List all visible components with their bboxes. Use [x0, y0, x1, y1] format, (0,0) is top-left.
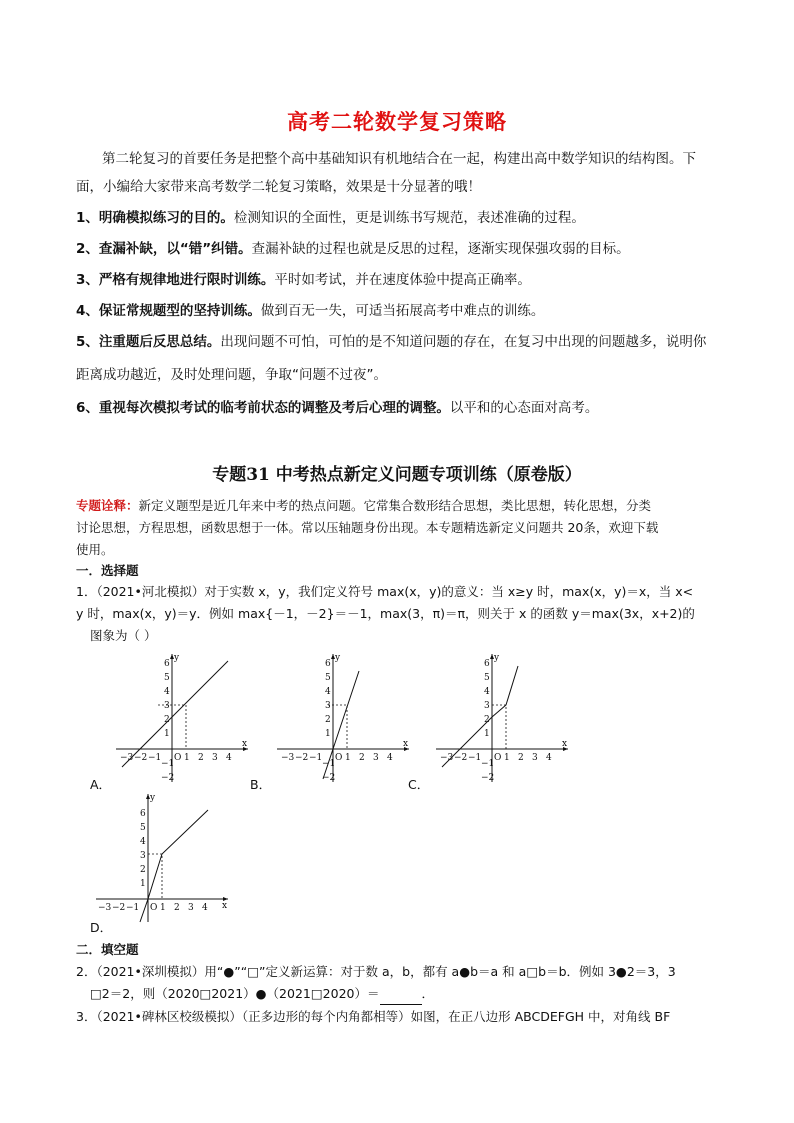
question-1-line1: 1．（2021•河北模拟）对于实数 x，y，我们定义符号 max(x，y)的意义：当 x≥y 时，max(x，y)＝x，当 x< [76, 584, 694, 599]
y-tick: 2 [484, 715, 490, 725]
y-label: y [150, 793, 156, 803]
item-text: 检测知识的全面性，更是训练书写规范，表述准确的过程。 [233, 210, 585, 226]
x-tick: 4 [226, 753, 232, 763]
x-tick: −3 [120, 753, 134, 763]
y-tick: 6 [484, 659, 490, 669]
y-tick: 5 [164, 673, 170, 683]
graph-option-d [92, 790, 232, 925]
x-tick: 4 [202, 903, 208, 913]
q2-end: ． [421, 986, 435, 1001]
y-tick: 6 [140, 809, 146, 819]
y-tick: 5 [484, 673, 490, 683]
x-label: x [403, 739, 409, 749]
option-b-label: B． [250, 777, 272, 792]
y-tick: 3 [140, 851, 146, 861]
strategy-item-6 [76, 395, 726, 422]
item-text: 以平和的心态面对高考。 [449, 400, 599, 416]
y-tick: −2 [481, 773, 495, 783]
y-tick: 6 [164, 659, 170, 669]
strategy-intro-line2: 面，小编给大家带来高考数学二轮复习策略，效果是十分显著的哦！ [76, 179, 481, 195]
y-tick: 4 [140, 837, 146, 847]
x-label: x [242, 739, 248, 749]
option-c-label: C． [408, 777, 430, 792]
question-3-line1: 3．（2021•碑林区校级模拟）（正多边形的每个内角都相等）如图，在正八边形 ABCDEFGH 中，对角线 BF [76, 1009, 671, 1024]
q2-text: □2＝2，则（2020□2021）●（2021□2020）＝ [90, 986, 380, 1001]
topic-note-line3: 使用。 [76, 542, 114, 557]
x-tick: 1 [345, 753, 351, 763]
strategy-item-3 [76, 267, 726, 294]
graph-line [122, 661, 228, 767]
item-text: 平时如考试，并在速度体验中提高正确率。 [274, 272, 531, 288]
note-text: 新定义题型是近几年来中考的热点问题。它常集合数形结合思想，类比思想，转化思想，分类 [138, 498, 652, 513]
item-head: 6、重视每次模拟考试的临考前状态的调整及考后心理的调整。 [76, 400, 450, 416]
x-tick: −2 [112, 903, 126, 913]
question-2-line2 [90, 983, 740, 1005]
x-tick: 3 [212, 753, 218, 763]
x-tick: −1 [309, 753, 323, 763]
x-tick: 3 [188, 903, 194, 913]
x-tick: −1 [468, 753, 482, 763]
option-a-label: A． [90, 777, 112, 792]
item-text: 距离成功越近，及时处理问题，争取“问题不过夜”。 [76, 367, 387, 383]
x-tick: −3 [98, 903, 112, 913]
question-1-line3: 图象为（ ） [90, 628, 157, 643]
x-tick: −1 [148, 753, 162, 763]
x-tick: 1 [504, 753, 510, 763]
item-head: 3、严格有规律地进行限时训练。 [76, 272, 275, 288]
item-head: 1、明确模拟练习的目的。 [76, 210, 234, 226]
x-tick: 2 [518, 753, 524, 763]
origin-label: O [174, 753, 182, 763]
x-label: x [562, 739, 568, 749]
origin-label: O [150, 903, 158, 913]
graph-line [442, 666, 518, 767]
guide-dash [328, 705, 347, 749]
x-tick: 2 [174, 903, 180, 913]
x-tick: −2 [454, 753, 468, 763]
item-text: 做到百无一失，可适当拓展高考中难点的训练。 [260, 303, 545, 319]
y-tick: 1 [140, 879, 146, 889]
x-tick: −3 [440, 753, 454, 763]
origin-label: O [335, 753, 343, 763]
x-tick: 1 [184, 753, 190, 763]
item-head: 2、查漏补缺，以“错”纠错。 [76, 241, 252, 257]
y-tick: 3 [484, 701, 490, 711]
x-tick: −2 [134, 753, 148, 763]
answer-blank [380, 990, 422, 1005]
y-tick: 1 [484, 729, 490, 739]
strategy-item-1 [76, 205, 726, 232]
origin-label: O [494, 753, 502, 763]
y-label: y [335, 653, 341, 663]
graph-option-c [432, 650, 572, 785]
y-tick: 3 [164, 701, 170, 711]
y-tick: 1 [164, 729, 170, 739]
topic-note-line1 [76, 495, 726, 517]
strategy-item-5-cont [76, 362, 726, 389]
x-tick: 2 [198, 753, 204, 763]
y-tick: 3 [325, 701, 331, 711]
y-tick: 1 [325, 729, 331, 739]
x-tick: −1 [126, 903, 140, 913]
x-tick: 2 [359, 753, 365, 763]
x-tick: −2 [295, 753, 309, 763]
item-text: 查漏补缺的过程也就是反思的过程，逐渐实现保强攻弱的目标。 [251, 241, 630, 257]
strategy-item-4 [76, 298, 726, 325]
question-2-line1: 2．（2021•深圳模拟）用“●”“□”定义新运算：对于数 a，b，都有 a●b＝a 和 a□b＝b．例如 3●2＝3，3 [76, 964, 676, 979]
strategy-intro-line1: 第二轮复习的首要任务是把整个高中基础知识有机地结合在一起，构建出高中数学知识的结构图。下 [102, 151, 696, 167]
y-label: y [174, 653, 180, 663]
y-tick: −1 [481, 759, 495, 769]
x-label: x [222, 901, 228, 911]
item-text: 出现问题不可怕，可怕的是不知道问题的存在，在复习中出现的问题越多，说明你 [220, 334, 707, 350]
x-tick: 1 [160, 903, 166, 913]
topic-title: 专题31 中考热点新定义问题专项训练（原卷版） [212, 465, 582, 485]
y-tick: 5 [325, 673, 331, 683]
note-label: 专题诠释： [76, 498, 139, 513]
topic-note-line2: 讨论思想，方程思想，函数思想于一体。常以压轴题身份出现。本专题精选新定义问题共 20条，欢迎下载 [76, 520, 659, 535]
y-tick: 4 [484, 687, 490, 697]
strategy-title: 高考二轮数学复习策略 [287, 110, 507, 134]
y-tick: 6 [325, 659, 331, 669]
item-head: 4、保证常规题型的坚持训练。 [76, 303, 261, 319]
question-1-line2: y 时，max(x，y)＝y．例如 max{－1，－2}＝－1，max(3，π)＝π，则关于 x 的函数 y＝max(3x，x+2)的 [76, 606, 695, 621]
item-head: 5、注重题后反思总结。 [76, 334, 221, 350]
y-tick: −1 [161, 759, 175, 769]
y-tick: 5 [140, 823, 146, 833]
x-tick: 3 [373, 753, 379, 763]
y-tick: 2 [164, 715, 170, 725]
y-tick: 4 [325, 687, 331, 697]
y-tick: 2 [140, 865, 146, 875]
x-tick: 4 [387, 753, 393, 763]
x-tick: −3 [281, 753, 295, 763]
option-d-label: D． [90, 920, 113, 935]
y-tick: −2 [161, 773, 175, 783]
x-tick: 4 [546, 753, 552, 763]
y-tick: −2 [322, 773, 336, 783]
y-tick: −1 [322, 759, 336, 769]
strategy-item-5 [76, 329, 726, 356]
y-tick: 2 [325, 715, 331, 725]
graph-option-a [112, 650, 252, 785]
section-fill-heading: 二．填空题 [76, 942, 139, 957]
graph-option-b [273, 650, 413, 785]
x-tick: 3 [532, 753, 538, 763]
section-choice-heading: 一．选择题 [76, 563, 139, 578]
strategy-item-2 [76, 236, 726, 263]
y-tick: 4 [164, 687, 170, 697]
y-label: y [494, 653, 500, 663]
